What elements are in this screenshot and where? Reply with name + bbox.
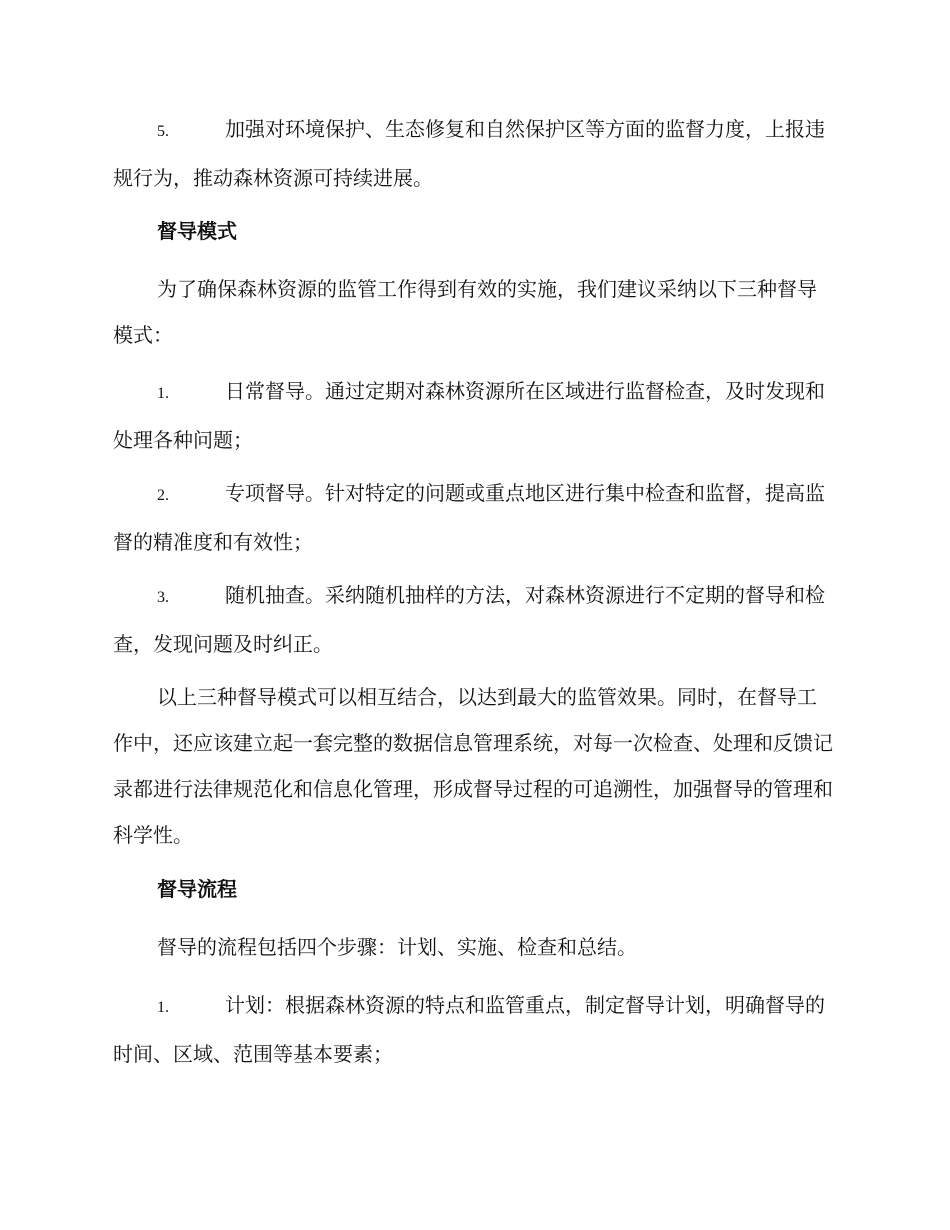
list-item-modes-1 <box>113 368 833 463</box>
list-text: 专项督导。针对特定的问题或重点地区进行集中检查和监督，提高监督的精准度和有效性； <box>113 481 825 554</box>
paragraph-modes-intro: 为了确保森林资源的监管工作得到有效的实施，我们建议采纳以下三种督导模式： <box>113 277 817 347</box>
list-text: 加强对环境保护、生态修复和自然保护区等方面的监督力度，上报违规行为，推动森林资源可持续进展。 <box>113 117 825 190</box>
paragraph-modes-conclusion: 以上三种督导模式可以相互结合，以达到最大的监管效果。同时，在督导工作中，还应该建立起一套完整的数据信息管理系统，对每一次检查、处理和反馈记录都进行法律规范化和信息化管理，形成督导过程的可追溯性，加强督导的管理和科学性。 <box>113 685 833 847</box>
list-text: 日常督导。通过定期对森林资源所在区域进行监督检查，及时发现和处理各种问题； <box>113 379 825 452</box>
list-number: 3. <box>157 589 169 606</box>
list-item-modes-2 <box>113 470 833 565</box>
list-number: 1. <box>157 999 169 1016</box>
list-item-5 <box>113 106 833 201</box>
list-number: 1. <box>157 385 169 402</box>
section-heading-modes: 督导模式 <box>157 219 237 243</box>
list-item-modes-3 <box>113 572 833 667</box>
section-heading-process: 督导流程 <box>157 877 237 901</box>
list-text: 随机抽查。采纳随机抽样的方法，对森林资源进行不定期的督导和检查，发现问题及时纠正。 <box>113 583 825 656</box>
list-item-process-1 <box>113 982 833 1077</box>
list-text: 计划：根据森林资源的特点和监管重点，制定督导计划，明确督导的时间、区域、范围等基本要素； <box>113 993 825 1066</box>
list-number: 5. <box>157 123 169 140</box>
list-number: 2. <box>157 487 169 504</box>
paragraph-process-intro: 督导的流程包括四个步骤：计划、实施、检查和总结。 <box>157 935 637 959</box>
